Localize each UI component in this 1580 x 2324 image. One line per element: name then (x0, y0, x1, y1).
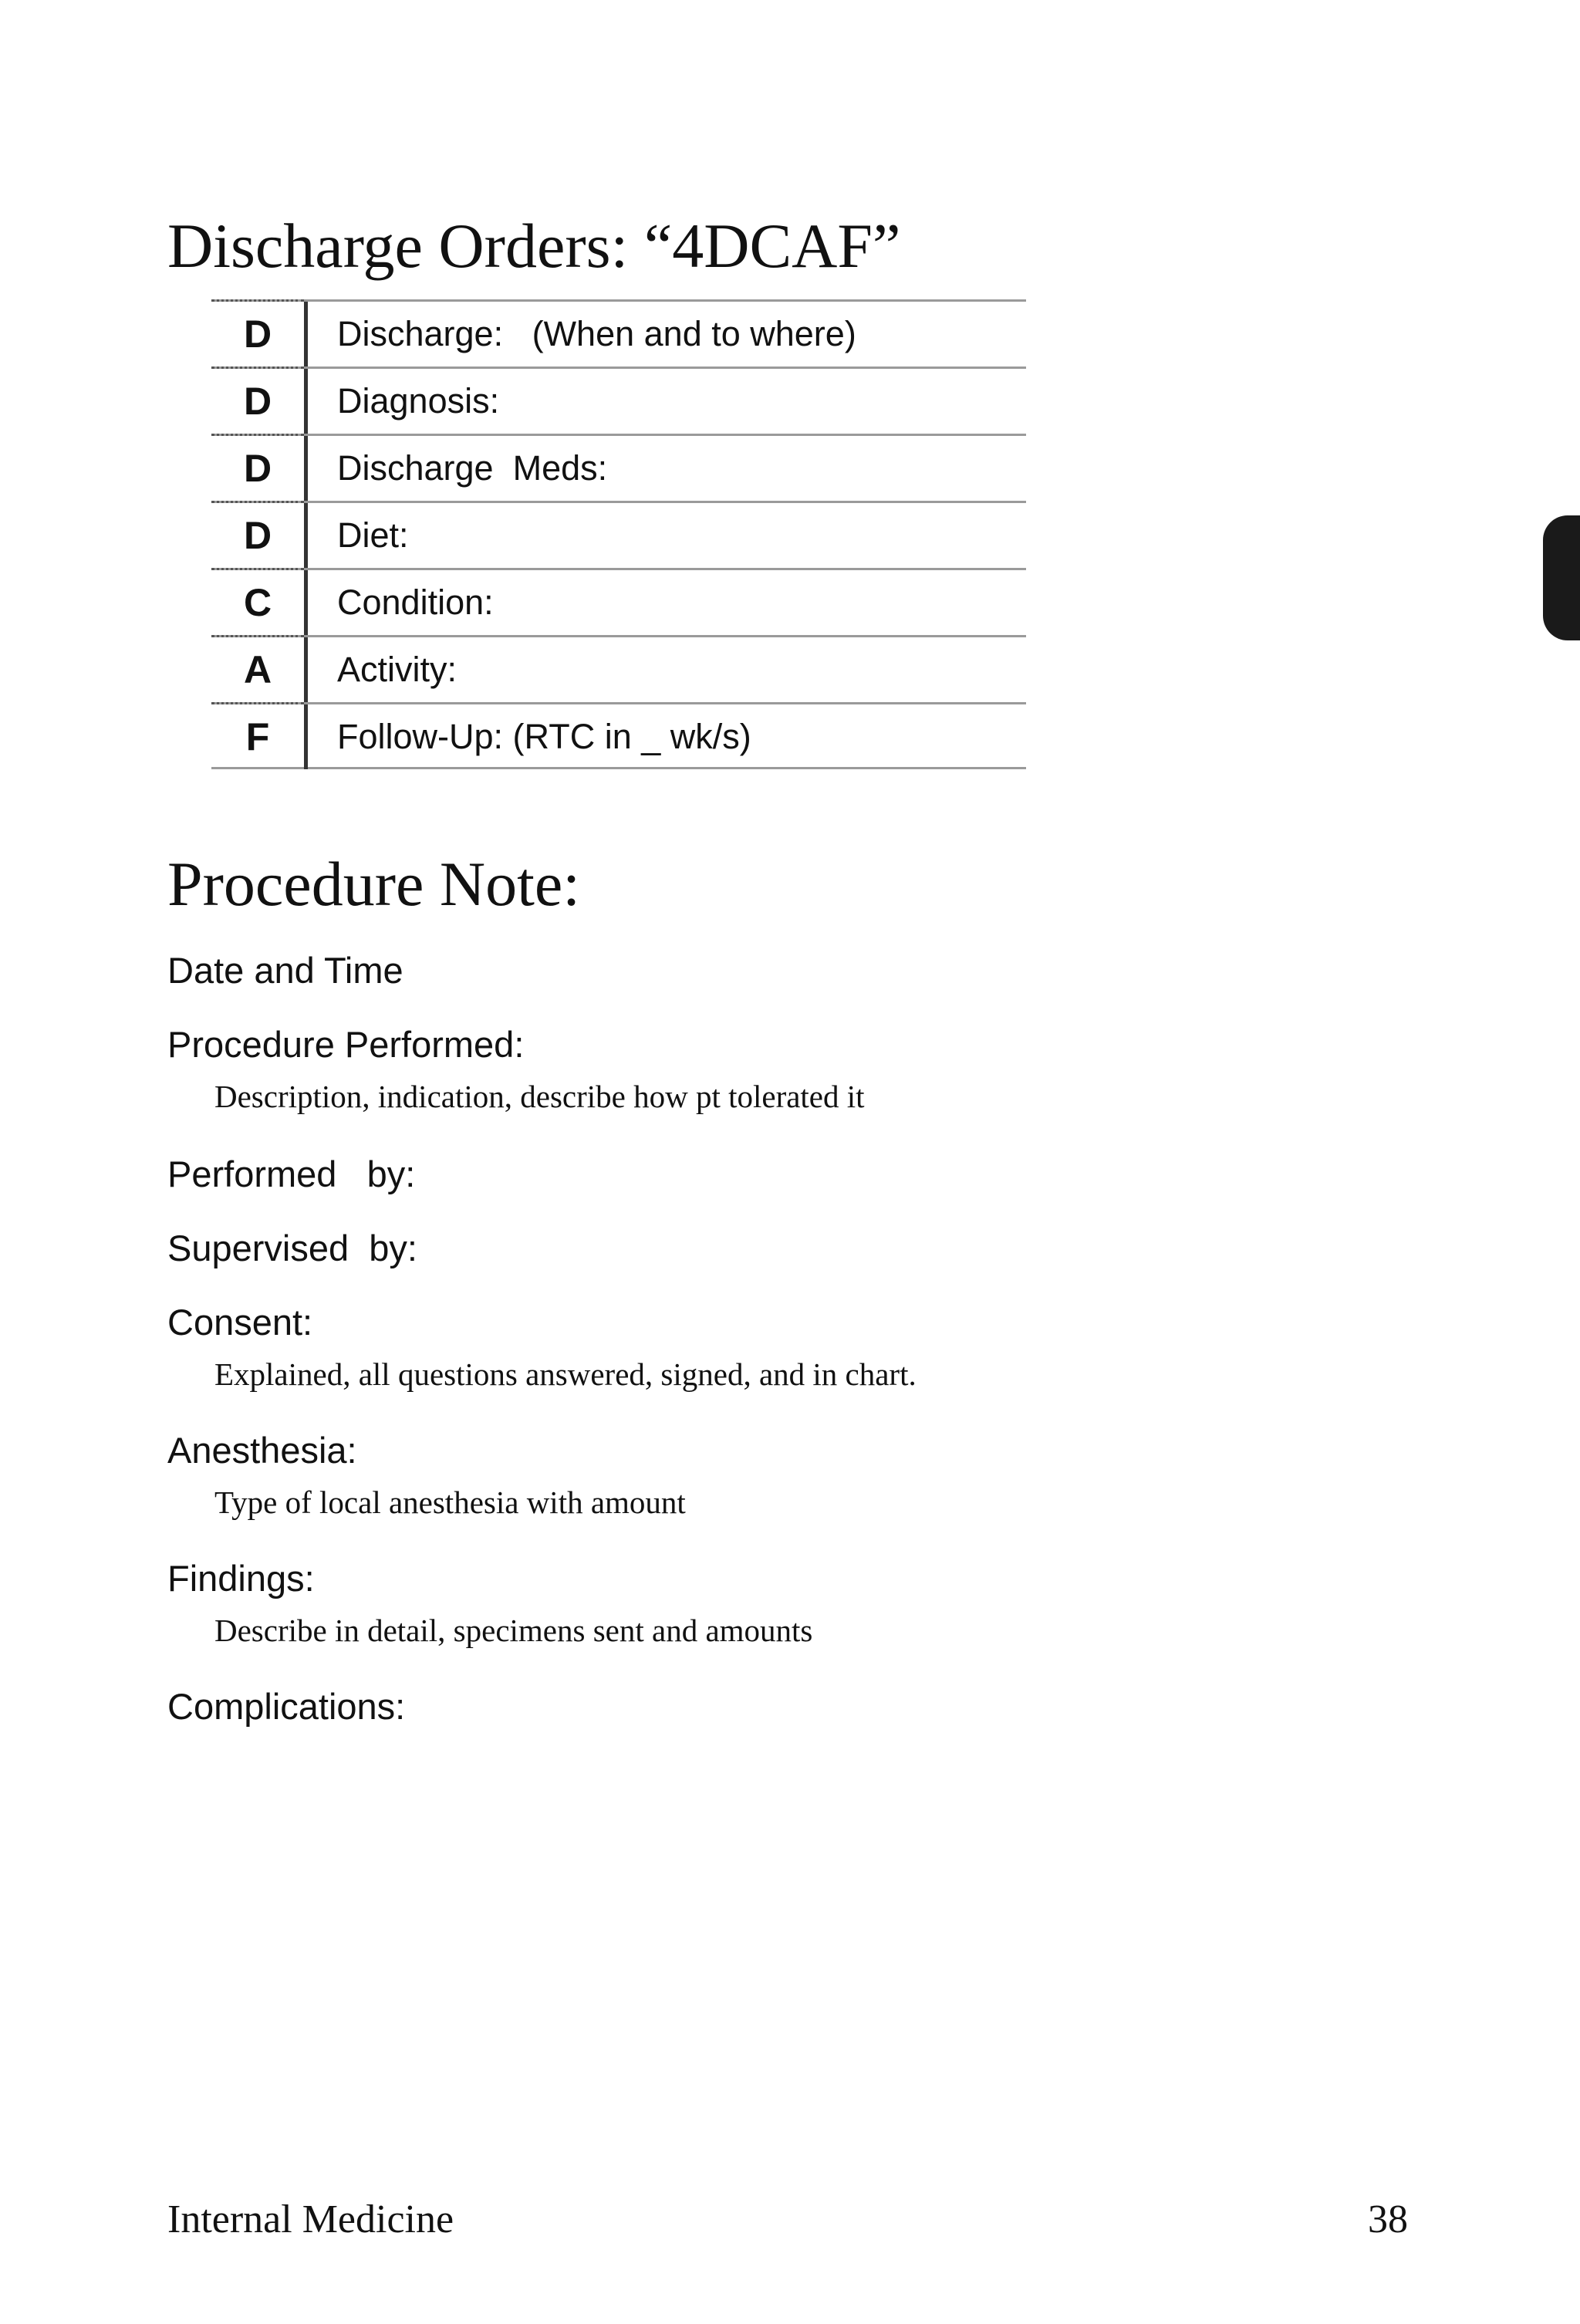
dcaf-text: Condition: (337, 583, 494, 622)
findings-detail: Describe in detail, specimens sent and amounts (214, 1613, 813, 1648)
dcaf-letter: F (211, 704, 308, 769)
dcaf-text: Diagnosis: (337, 381, 500, 421)
consent-detail: Explained, all questions answered, signed, and in chart. (214, 1356, 917, 1392)
supervised-by-heading: Supervised by: (167, 1228, 417, 1268)
consent-heading: Consent: (167, 1302, 313, 1343)
procedure-performed-heading: Procedure Performed: (167, 1024, 525, 1065)
dcaf-letter: C (211, 570, 308, 635)
date-time-heading: Date and Time (167, 950, 403, 991)
findings-heading: Findings: (167, 1558, 315, 1599)
dcaf-row-discharge (211, 299, 1026, 367)
dcaf-letter: D (211, 436, 308, 501)
dcaf-letter: D (211, 302, 308, 367)
dcaf-letter: A (211, 637, 308, 702)
dcaf-text: Activity: (337, 650, 457, 689)
page-number: 38 (1368, 2197, 1408, 2241)
performed-by-heading: Performed by: (167, 1154, 416, 1194)
dcaf-text: Discharge: (When and to where) (337, 314, 856, 353)
procedure-performed-detail: Description, indication, describe how pt tolerated it (214, 1079, 865, 1114)
dcaf-row-discharge-meds (211, 434, 1026, 501)
dcaf-table (211, 299, 1026, 769)
discharge-orders-title: Discharge Orders: “4DCAF” (167, 211, 901, 281)
procedure-note-title: Procedure Note: (167, 849, 581, 919)
chapter-tab (1543, 515, 1580, 640)
dcaf-text: Follow-Up: (RTC in _ wk/s) (337, 717, 751, 756)
dcaf-letter: D (211, 503, 308, 568)
anesthesia-heading: Anesthesia: (167, 1430, 357, 1471)
anesthesia-detail: Type of local anesthesia with amount (214, 1485, 686, 1520)
footer-book-title: Internal Medicine (167, 2197, 454, 2241)
dcaf-text: Discharge Meds: (337, 448, 608, 488)
dcaf-row-diet (211, 501, 1026, 568)
dcaf-row-activity (211, 635, 1026, 702)
dcaf-text: Diet: (337, 515, 409, 555)
complications-heading: Complications: (167, 1686, 406, 1727)
dcaf-row-diagnosis (211, 367, 1026, 434)
dcaf-row-follow-up (211, 702, 1026, 769)
dcaf-letter: D (211, 369, 308, 434)
dcaf-row-condition (211, 568, 1026, 635)
